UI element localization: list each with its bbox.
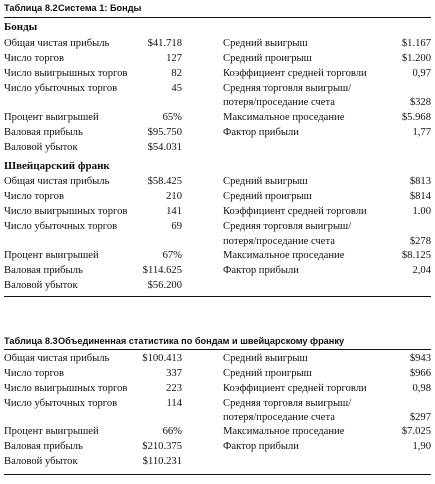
stat-row [4,37,182,51]
stat-value: $114.625 [142,265,182,276]
stat-value: 0,97 [412,68,431,79]
stat-label: Число убыточных торгов [4,83,118,94]
stat-row [4,425,182,439]
stat-label: Коэффициент средней торговли [223,383,367,394]
stat-label: Средний проигрыш [223,368,312,379]
stat-label: потеря/проседание счета [223,412,335,423]
stat-value: 2,04 [412,265,431,276]
stat-value: 1.00 [412,206,431,217]
stat-row [4,141,182,155]
stat-label: Процент выигрышей [4,250,99,261]
stat-row [223,126,431,140]
stat-value: $814 [409,191,431,202]
stat-label: Средняя торговля выигрыш/ [223,83,352,94]
stat-value: $813 [409,176,431,187]
stat-label: Валовая прибыль [4,265,83,276]
stat-row [4,397,182,411]
stat-row [223,111,431,125]
stat-label: Средний выигрыш [223,353,308,364]
stat-label: Фактор прибыли [223,441,299,452]
stat-row [4,279,182,293]
stat-label: Число убыточных торгов [4,398,118,409]
stat-label: Фактор прибыли [223,265,299,276]
section-title-swiss-franc: Швейцарский франк [4,160,110,172]
stat-label: Средняя торговля выигрыш/ [223,398,352,409]
stat-value: $1.200 [401,53,431,64]
table-title: Объединенная статистика по бондам и швейцарскому франку [58,336,345,346]
stat-label: Валовая прибыль [4,127,83,138]
stat-value: $8.125 [401,250,431,261]
stat-row [4,190,182,204]
stat-label: Валовой убыток [4,142,78,153]
table-top-rule [4,17,431,18]
stat-value: 223 [166,383,182,394]
stat-value: 210 [166,191,182,202]
stat-row [223,382,431,396]
stat-row [223,37,431,51]
stat-row [223,82,431,96]
stat-row [223,96,431,110]
stat-value: $110.231 [142,456,182,467]
stat-row [4,220,182,234]
stat-label: Общая чистая прибыль [4,38,110,49]
stat-value: 1,77 [412,127,431,138]
stat-label: Коэффициент средней торговли [223,206,367,217]
stat-label: Число выигрышных торгов [4,206,128,217]
table-bottom-rule [4,296,431,297]
stat-label: Валовой убыток [4,280,78,291]
stat-label: Средний выигрыш [223,176,308,187]
stat-label: потеря/проседание счета [223,236,335,247]
stat-row [223,352,431,366]
stat-value: $328 [409,97,431,108]
stat-value: 66% [162,426,182,437]
stat-value: $58.425 [147,176,182,187]
table-title: Система 1: Бонды [58,3,142,13]
stat-row [4,175,182,189]
stat-value: 141 [166,206,182,217]
stat-row [4,52,182,66]
stat-label: Общая чистая прибыль [4,353,110,364]
table-number: Таблица 8.2 [4,3,58,13]
stat-row [223,264,431,278]
table-number: Таблица 8.3 [4,336,58,346]
stat-row [4,367,182,381]
stat-row [4,382,182,396]
stat-label: Валовая прибыль [4,441,83,452]
stat-row [223,397,431,411]
stat-row [223,190,431,204]
stat-label: Валовой убыток [4,456,78,467]
stat-value: 0,98 [412,383,431,394]
stat-value: 1,90 [412,441,431,452]
stat-value: $966 [409,368,431,379]
stat-row [223,175,431,189]
stat-label: Число торгов [4,191,64,202]
table-8-3-caption [4,335,431,348]
stat-label: Максимальное проседание [223,250,345,261]
stat-label: Число выигрышных торгов [4,383,128,394]
stat-value: $5.968 [401,112,431,123]
stat-value: $1.167 [401,38,431,49]
table-top-rule [4,349,431,350]
stat-row [223,440,431,454]
stat-label: Число выигрышных торгов [4,68,128,79]
stat-value: $100.413 [142,353,182,364]
stat-value: $95.750 [147,127,182,138]
stat-row [223,367,431,381]
stat-label: Число торгов [4,53,64,64]
stat-row [4,67,182,81]
stat-label: Число торгов [4,368,64,379]
stat-row [223,425,431,439]
stat-value: $56.200 [147,280,182,291]
stat-label: Максимальное проседание [223,112,345,123]
stat-row [4,249,182,263]
section-title-bonds: Бонды [4,21,38,33]
stat-row [223,249,431,263]
stat-label: Средний выигрыш [223,38,308,49]
stat-row [223,235,431,249]
stat-row [4,352,182,366]
stat-label: Максимальное проседание [223,426,345,437]
stat-row [4,455,182,469]
stat-value: 82 [171,68,182,79]
stat-value: 127 [166,53,182,64]
stat-label: Коэффициент средней торговли [223,68,367,79]
stat-value: $943 [409,353,431,364]
stat-label: Процент выигрышей [4,112,99,123]
table-8-2-caption [4,2,431,15]
stat-row [4,440,182,454]
stat-row [223,67,431,81]
stat-value: $41.718 [147,38,182,49]
stat-row [4,264,182,278]
stat-value: $278 [409,236,431,247]
stat-label: Процент выигрышей [4,426,99,437]
stat-row [4,82,182,96]
stat-row [223,220,431,234]
stat-label: Средний проигрыш [223,191,312,202]
stat-row [4,111,182,125]
stat-label: Средняя торговля выигрыш/ [223,221,352,232]
stat-label: потеря/проседание счета [223,97,335,108]
stat-label: Фактор прибыли [223,127,299,138]
stat-row [223,52,431,66]
stat-value: $54.031 [147,142,182,153]
stat-value: $7.025 [401,426,431,437]
stat-row [4,205,182,219]
stat-label: Число убыточных торгов [4,221,118,232]
stat-value: 69 [171,221,182,232]
table-bottom-rule [4,474,431,475]
stat-label: Общая чистая прибыль [4,176,110,187]
stat-row [223,411,431,425]
stat-value: 67% [162,250,182,261]
stat-value: 114 [166,398,182,409]
stat-value: $297 [409,412,431,423]
stat-row [223,205,431,219]
stat-value: $210.375 [142,441,182,452]
stat-row [4,126,182,140]
stat-value: 337 [166,368,182,379]
stat-label: Средний проигрыш [223,53,312,64]
stat-value: 65% [162,112,182,123]
stat-value: 45 [171,83,182,94]
